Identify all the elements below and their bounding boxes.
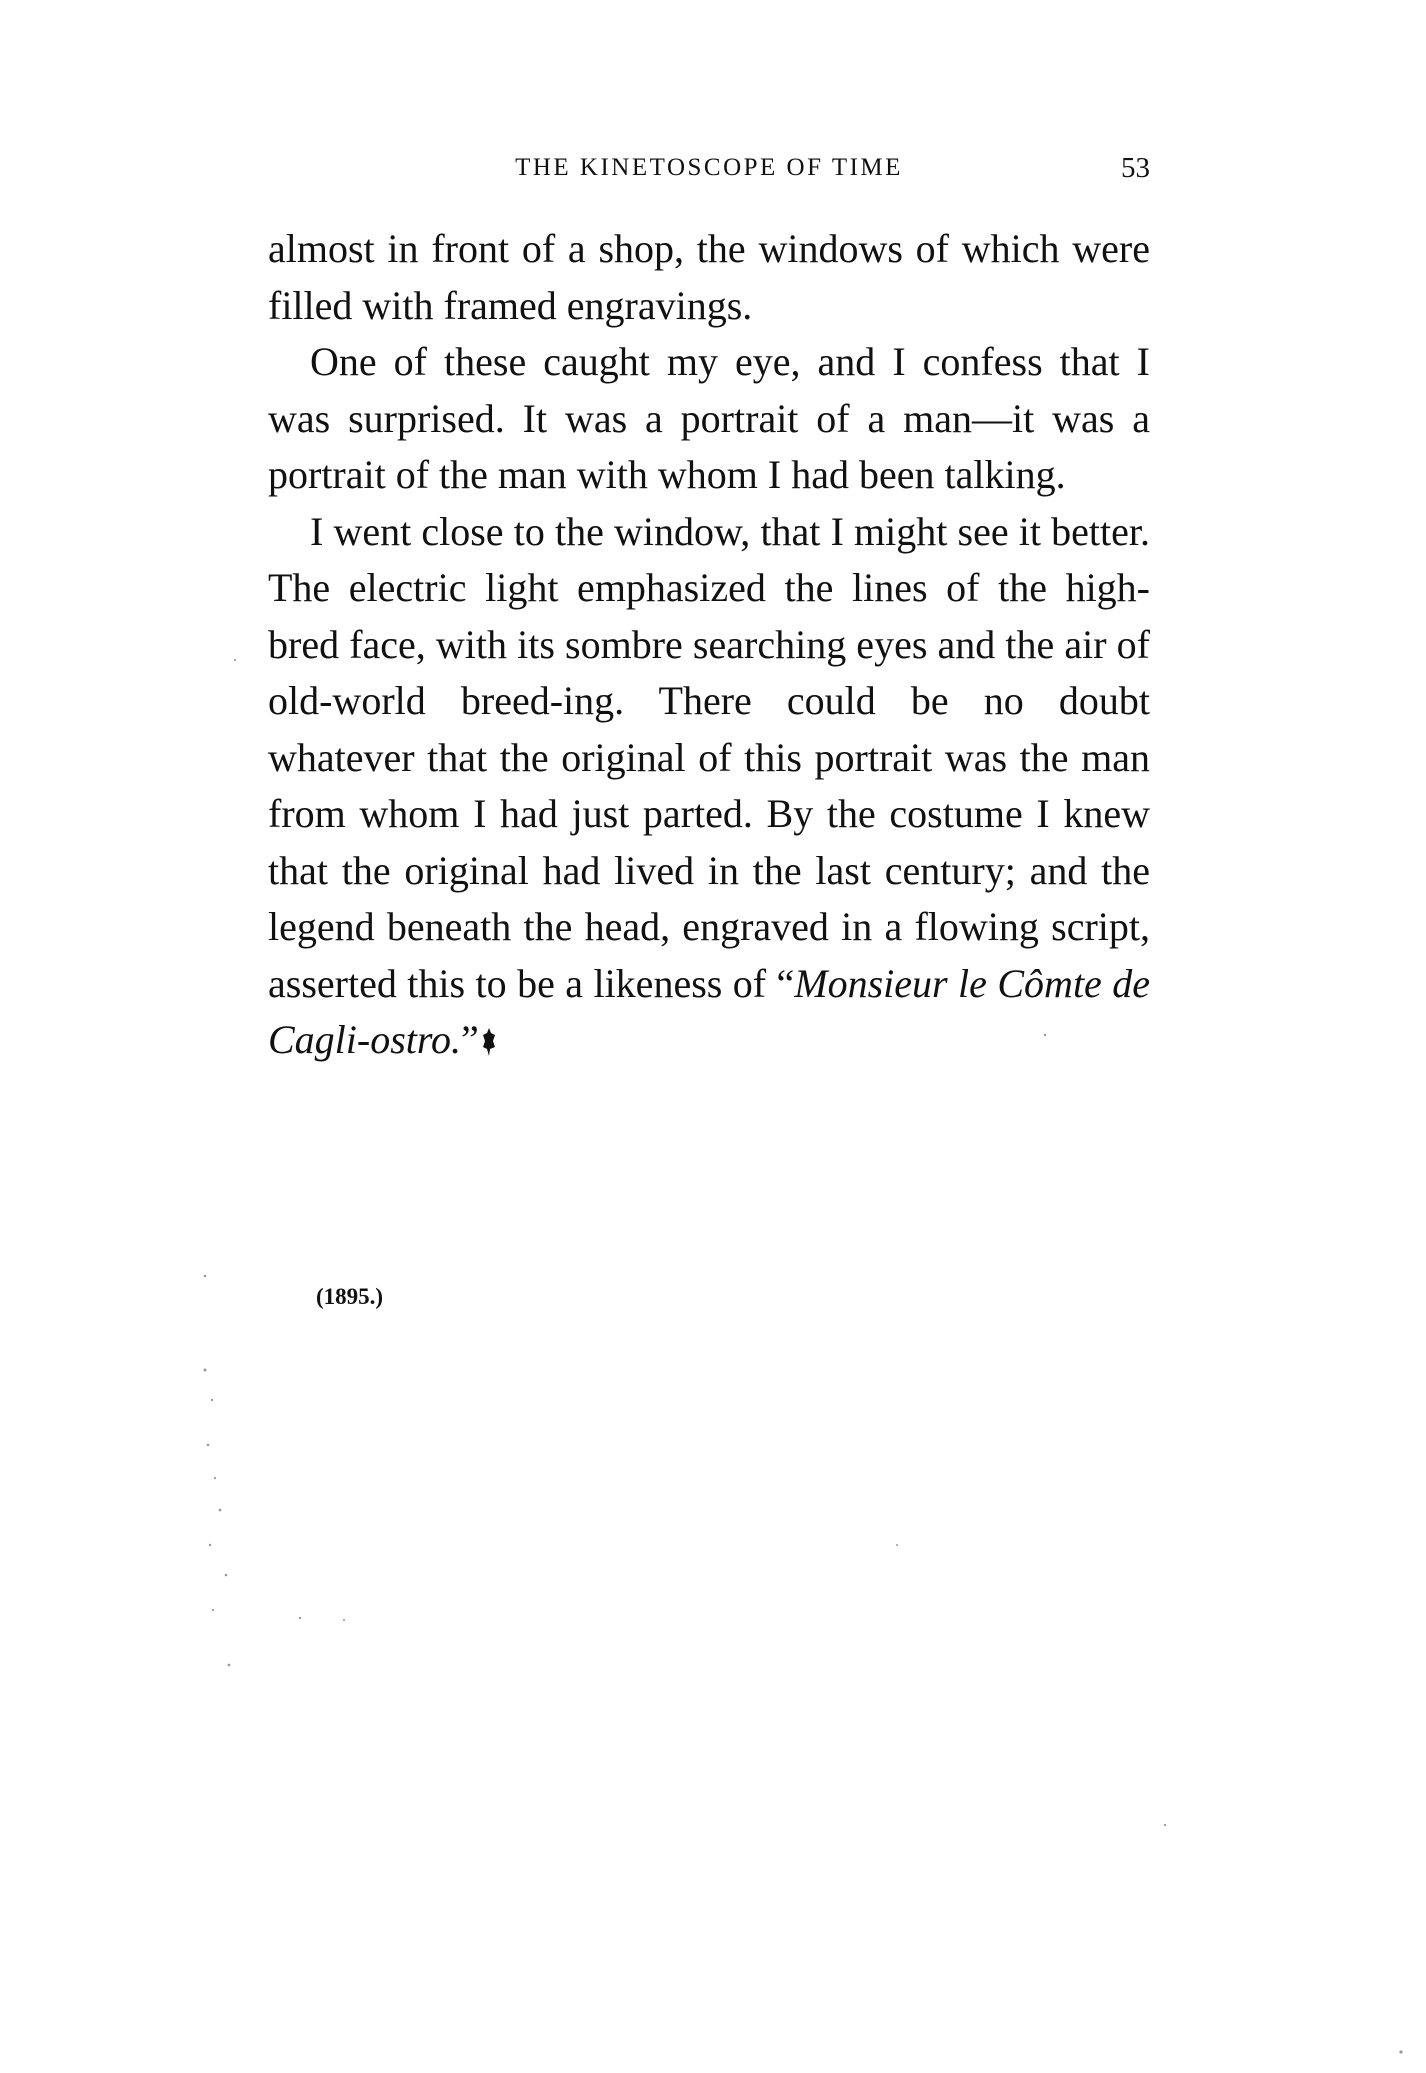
running-head bbox=[268, 148, 1150, 188]
body-text bbox=[268, 221, 1150, 1069]
page-number: 53 bbox=[1121, 152, 1150, 184]
paragraph-window-text: I went close to the window, that I might see it better. The electric light emphasized the lines of the high-bred face, with its sombre searching eyes and the air of old-world breed-ing. There could be no doubt whatever that the original of this portrait was the man from whom I had just parted. By the costume I knew that the original had lived in the last century; and the legend beneath the head, engraved in a flowing script, asserted this to be a likeness of “ bbox=[268, 508, 1150, 1006]
closing-quote: ” bbox=[461, 1017, 479, 1062]
ink-blot-mark bbox=[481, 1027, 497, 1057]
paragraph-window bbox=[268, 504, 1150, 1069]
paragraph-portrait: One of these caught my eye, and I confess that I was surprised. It was a portrait of a man—it was a portrait of the man with whom I had been talking. bbox=[268, 339, 1150, 497]
paragraph-continued: almost in front of a shop, the windows of which were filled with framed engravings. bbox=[268, 226, 1150, 328]
date-note: (1895.) bbox=[316, 1284, 384, 1309]
portrait-legend: Monsieur le Cômte de Cagli-ostro. bbox=[268, 960, 1151, 1062]
running-title: THE KINETOSCOPE OF TIME bbox=[515, 154, 903, 181]
